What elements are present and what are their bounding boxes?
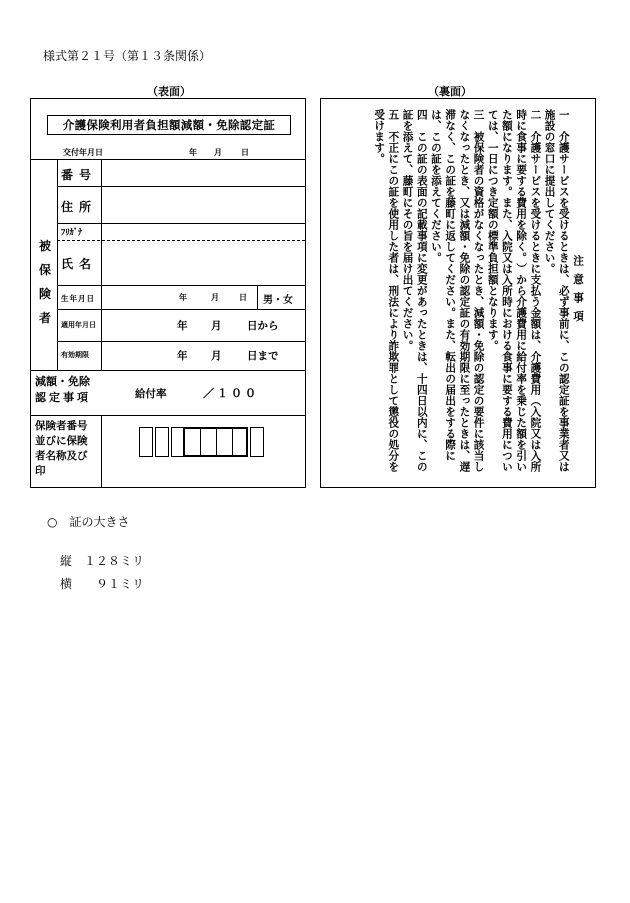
notice-item: 三 被保険者の資格がなくなったとき、減額・免除の認定の要件に該当しなくなったとき、又は減額・免除の認定証の有効期限に至ったときは、遅滞なく、この証を藤町に返してください。また、転出の届出をする際には、この証を添えてください。 <box>429 109 485 472</box>
issue-date-row <box>31 145 305 159</box>
birth-day-unit: 日 <box>239 293 247 302</box>
grid-line <box>57 285 305 286</box>
grid-line <box>57 309 305 310</box>
grid-line <box>57 223 305 224</box>
notice-item: 二 介護サービスを受けるときに支払う金額は、介護費用（入院又は入所時に食事に要する費用を除く。）から介護費用に給付率を乗じた額を引いた額になります。また、入院又は入所時における食事に要する費用については、一日につき定額の標準負担額となります。 <box>486 109 542 472</box>
sex-field: 男・女 <box>263 295 293 306</box>
grid-line <box>101 159 102 370</box>
reduction-label-line2: 認定事項 <box>35 391 91 404</box>
grid-line <box>101 415 102 487</box>
grid-line <box>31 159 305 160</box>
reduction-label-line1: 減額・免除 <box>35 375 90 388</box>
insurer-number-box <box>155 427 169 457</box>
grid-line <box>57 159 58 370</box>
birth-date-label: 生年月日 <box>61 294 95 303</box>
expire-day-suffix: 日まで <box>247 350 279 362</box>
benefit-rate-label: 給付率 <box>135 388 167 400</box>
expire-year-unit: 年 <box>177 350 188 362</box>
grid-line <box>57 186 305 187</box>
notice-item: 一 介護サービスを受けるときは、必ず事前に、この認定証を事業者又は施設の窓口に提出してください。 <box>543 109 570 472</box>
certificate-title: 介護保険利用者負担額減額・免除認定証 <box>47 115 291 135</box>
issue-month-unit: 月 <box>214 148 222 157</box>
address-label: 住所 <box>61 200 98 214</box>
notice-item: 四 この証の表面の記載事項に変更があったときは、十四日以内に、この証を添えて、藤町にその旨を届け出てください。 <box>401 109 428 472</box>
apply-date-label: 適用年月日 <box>61 321 96 329</box>
grid-line <box>257 285 258 309</box>
front-side-label: （表面） <box>147 85 191 98</box>
notice-item: 五 不正にこの証を使用した者は、刑法により詐欺罪として懲役の処分を受けます。 <box>373 109 400 472</box>
insured-person-label: 被 保 険 者 <box>38 239 51 325</box>
birth-year-unit: 年 <box>179 293 187 302</box>
size-height: 縦 １２８ミリ <box>60 554 145 568</box>
number-label: 番号 <box>61 168 98 182</box>
certificate-back-card <box>320 98 596 488</box>
issue-day-unit: 日 <box>241 148 249 157</box>
benefit-rate-value: ／１００ <box>203 387 259 400</box>
notice-title: 注意事項 <box>572 254 584 330</box>
name-label: 氏名 <box>61 257 98 271</box>
size-width: 横 ９１ミリ <box>60 577 145 591</box>
expire-month-unit: 月 <box>211 350 222 362</box>
insurer-label: 保険者番号 並びに保険 者名称及び 印 <box>35 420 88 477</box>
form-number-label: 様式第２１号（第１３条関係） <box>43 49 212 63</box>
notice-text <box>372 109 585 475</box>
back-side-label: （裏面） <box>428 85 472 98</box>
insurer-number-bold-box <box>183 427 248 457</box>
grid-line <box>31 415 305 416</box>
grid-line-dashed <box>57 240 305 241</box>
insurer-number-box <box>139 427 153 457</box>
certificate-front-card <box>30 98 306 488</box>
apply-year-unit: 年 <box>177 320 188 332</box>
grid-line <box>31 370 305 371</box>
birth-month-unit: 月 <box>211 293 219 302</box>
expire-date-label: 有効期限 <box>61 351 89 359</box>
furigana-label: ﾌﾘｶﾞﾅ <box>61 228 83 238</box>
issue-year-unit: 年 <box>189 148 197 157</box>
issue-date-label: 交付年月日 <box>63 148 103 157</box>
grid-line <box>57 341 305 342</box>
size-heading: ○ 証の大きさ <box>47 515 130 529</box>
insurer-number-box <box>250 427 264 457</box>
apply-day-suffix: 日から <box>247 320 279 332</box>
apply-month-unit: 月 <box>211 320 222 332</box>
